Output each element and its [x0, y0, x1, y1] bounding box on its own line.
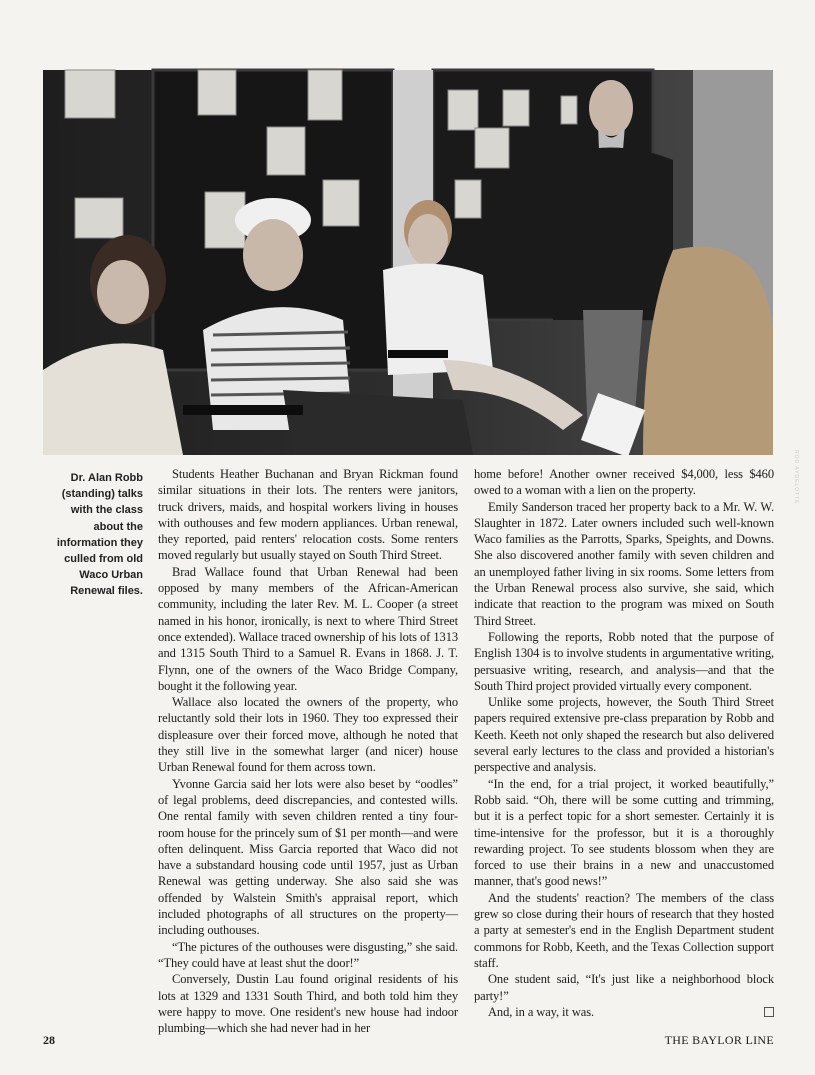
- article-column-1: [158, 466, 458, 1036]
- paragraph: Conversely, Dustin Lau found original residents of his lots at 1329 and 1331 South Third, and both told him they were happy to move. One resident's new house had indoor plumbing—which she had never had in her: [158, 972, 458, 1036]
- paragraph: And the students' reaction? The members of the class grew so close during their hours of research that they hosted a party at semester's end in the English Department student commons for Robb, Keeth, and the Texas Collection support staff.: [474, 890, 774, 970]
- paragraph: home before! Another owner received $4,000, less $460 owed to a woman with a lien on the property.: [474, 467, 774, 498]
- paragraph: “In the end, for a trial project, it worked beautifully,” Robb said. “Oh, there will be some cutting and trimming, but it is a perfect topic for a short semester. Certainly it is time-intensive for the professor, but it is a thoroughly rewarding project. To see students blossom when they are forced to use their brains in a new and unaccustomed manner, that's good news!”: [474, 776, 774, 889]
- article-column-2: [474, 466, 774, 1020]
- paragraph: Unlike some projects, however, the South Third Street papers required extensive pre-class preparation by Robb and Keeth. Keeth not only shaped the research but also delivered several early lectures to the class and provided a historian's perspective and analysis.: [474, 695, 774, 775]
- paragraph: One student said, “It's just like a neighborhood block party!”: [474, 972, 774, 1003]
- paragraph-last: [474, 1004, 774, 1020]
- closing-line: And, in a way, it was.: [488, 1004, 594, 1019]
- paragraph: Brad Wallace found that Urban Renewal had been opposed by many members of the African-American community, including the later Rev. M. L. Cooper (a street named in his honor, ironically, is next to where Third Street once extended). Wallace traced ownership of his lots of 1313 and 1315 South Third to a Samuel R. Evans in 1868. J. T. Flynn, one of the owners of the Waco Bridge Company, bought it the following year.: [158, 564, 458, 693]
- paragraph: Students Heather Buchanan and Bryan Rickman found similar situations in their lots. The renters were janitors, truck drivers, maids, and hospital workers living in houses with outhouses and few modern appliances. Urban renewal, they reported, paid renters' relocation costs. Some renters moved regularly but usually stayed on South Third Street.: [158, 467, 458, 563]
- paragraph: Wallace also located the owners of the property, who reluctantly sold their lots in 1960. They too expressed their displeasure over their forced move, although he noted that they still live in the somewhat larger (and nicer) house Urban Renewal found for them across town.: [158, 695, 458, 775]
- page-number: 28: [43, 1033, 55, 1047]
- photo-caption: Dr. Alan Robb (standing) talks with the class about the information they culled from old Waco Urban Renewal files.: [56, 472, 143, 598]
- paragraph: Emily Sanderson traced her property back to a Mr. W. W. Slaughter in 1872. Later owners included such well-known Waco families as the Parrotts, Sparks, Speights, and Downs. She also discovered another family with seven children and an unemployed father living in six rooms. Some letters from the Urban Renewal process also survive, she said, which indicate that reaction to the program was mixed on South Third Street.: [474, 499, 774, 628]
- photo-credit: ROD AYDELOTTE: [793, 450, 799, 505]
- magazine-title: THE BAYLOR LINE: [664, 1033, 774, 1047]
- paragraph: “The pictures of the outhouses were disgusting,” she said. “They could have at least shut the door!”: [158, 939, 458, 970]
- paragraph: Yvonne Garcia said her lots were also beset by “oodles” of legal problems, deed discrepancies, and contested wills. One rental family with seven children rented a tiny four-room house for the princely sum of $1 per month—and were often delinquent. Miss Garcia reported that Waco did not have a substandard housing code until 1957, just as Urban Renewal was getting underway. She also said she was offended by Walstein Smith's appraisal report, which included photographs of all structures on the property—including outhouses.: [158, 776, 458, 938]
- paragraph: Following the reports, Robb noted that the purpose of English 1304 is to involve students in argumentative writing, persuasive writing, research, and analysis—and that the South Third project provided virtually every component.: [474, 629, 774, 693]
- end-mark-icon: [764, 1007, 774, 1017]
